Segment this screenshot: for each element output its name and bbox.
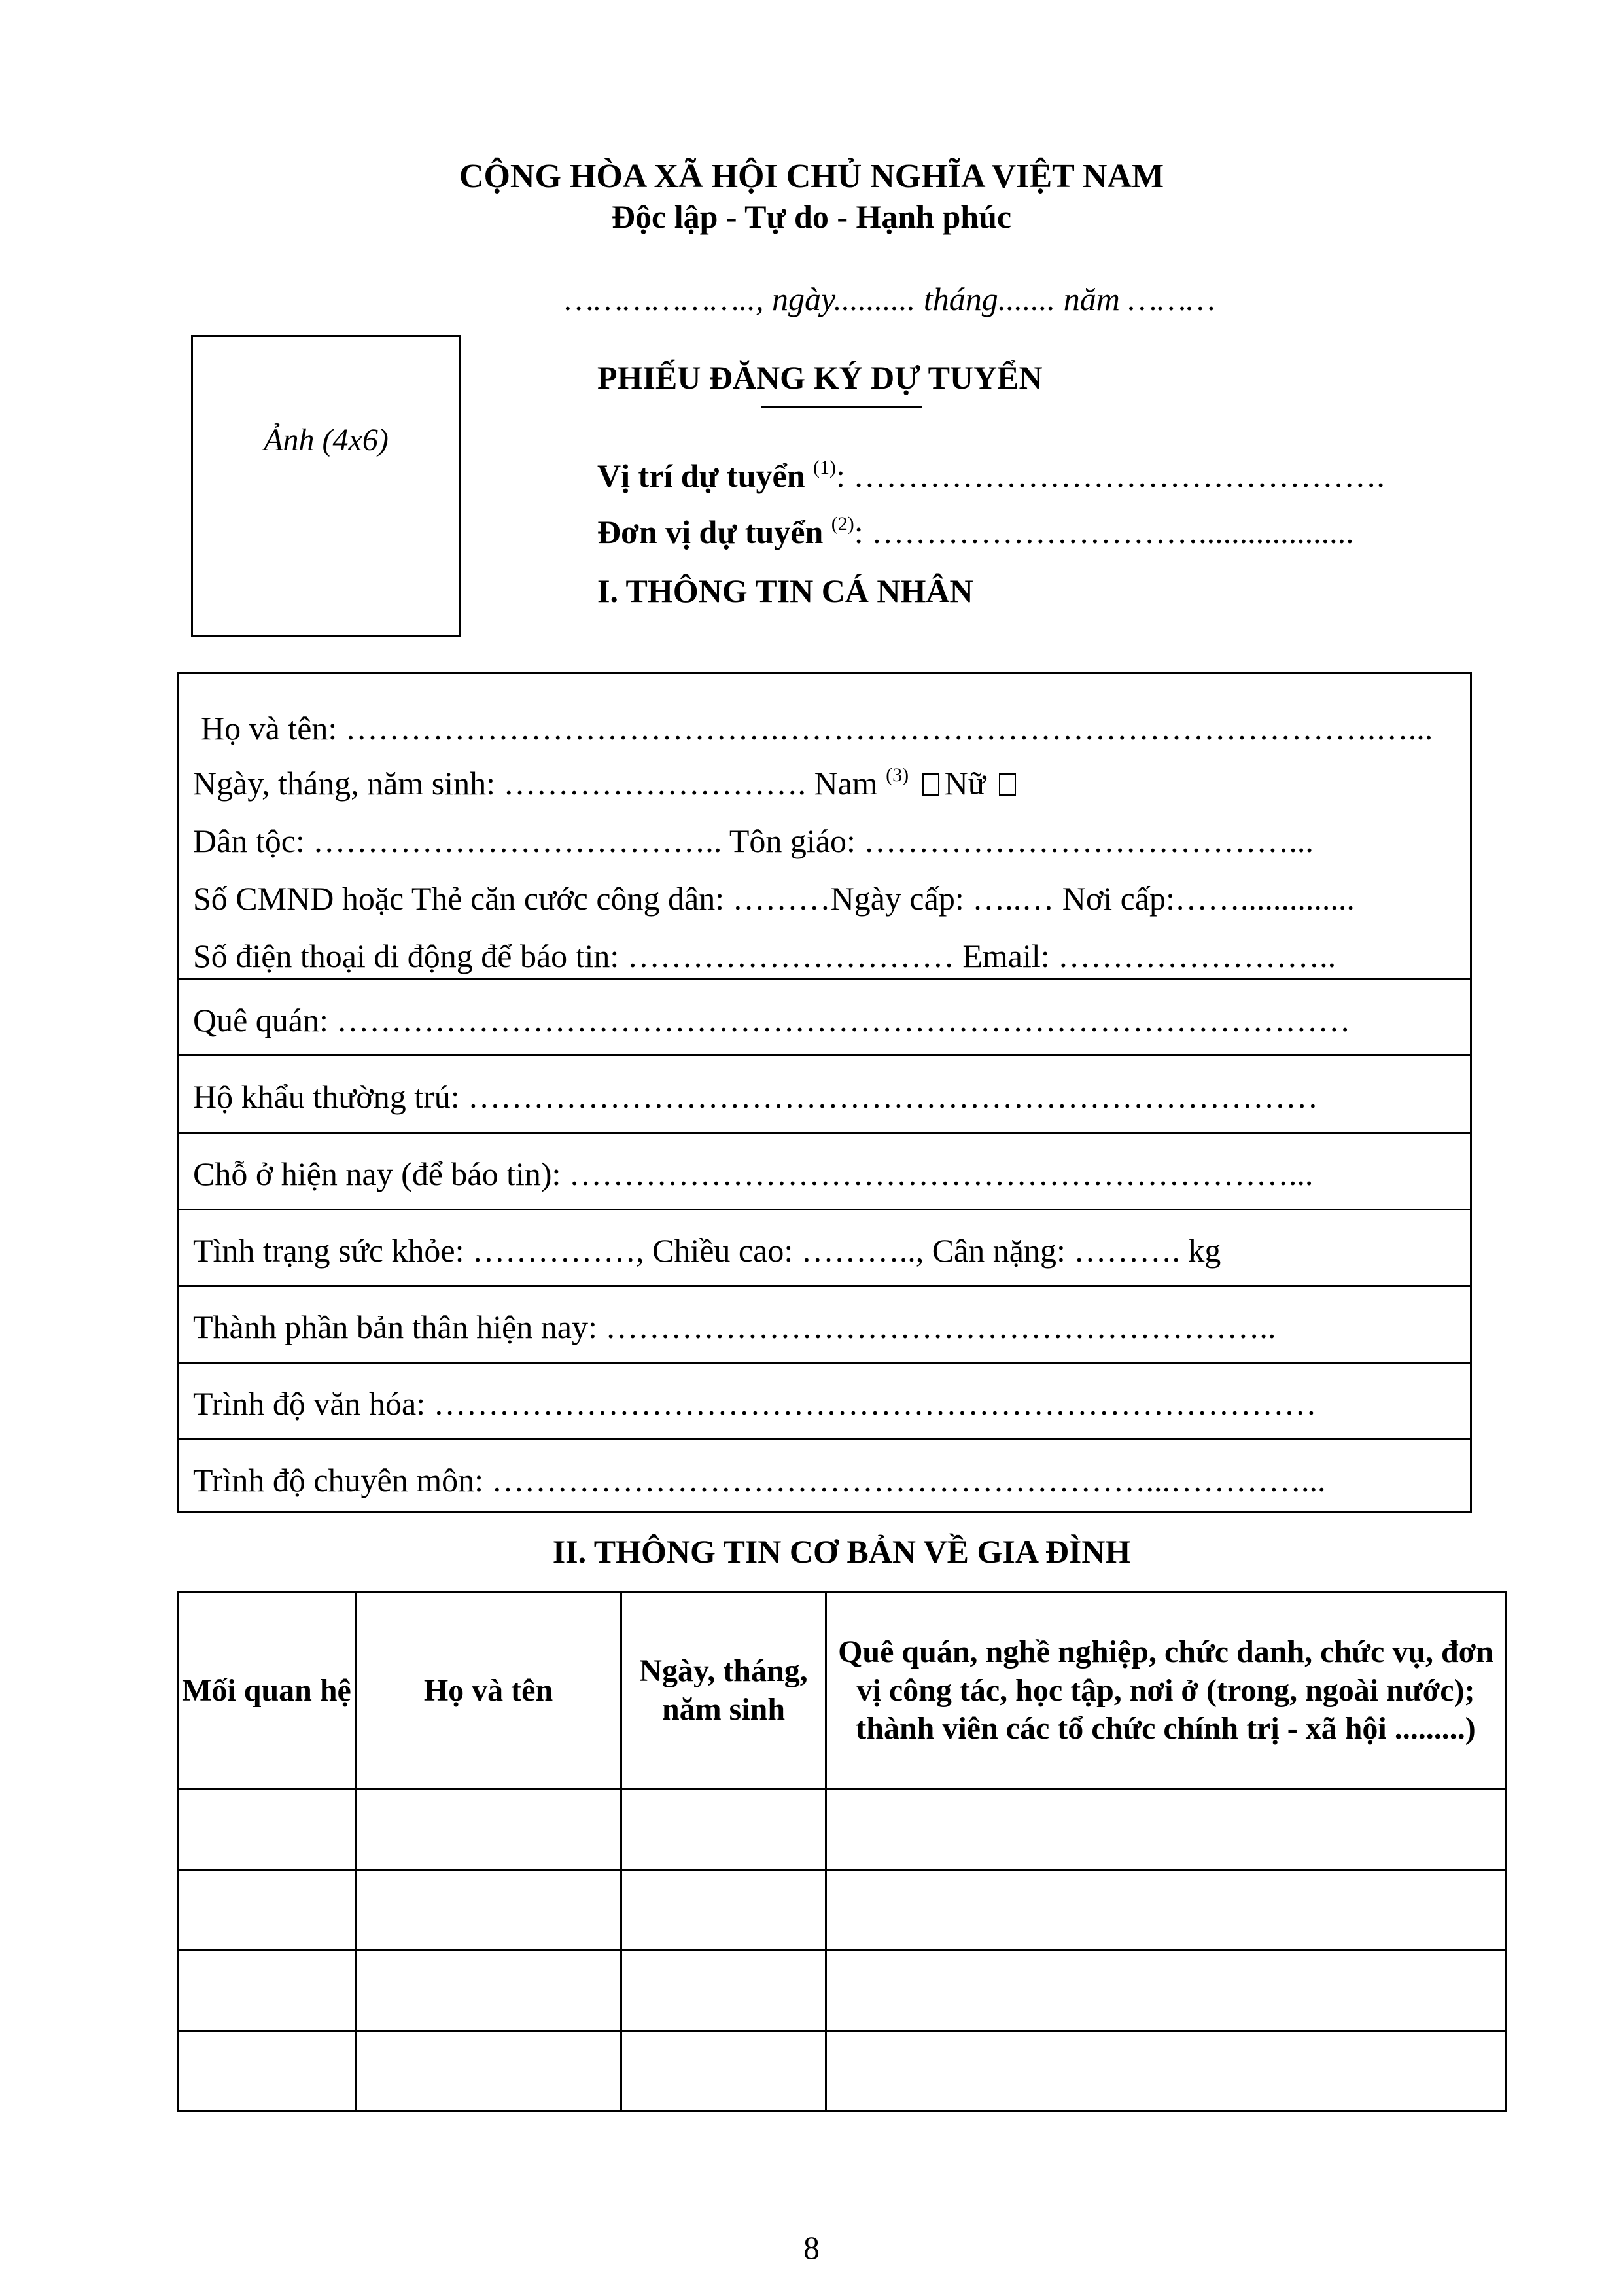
cell-relationship[interactable] [178, 2031, 356, 2111]
personal-info-table [177, 672, 1472, 1513]
date-line: ……………….., ngày.......... tháng....... năm ……… [565, 281, 1215, 317]
family-table [177, 1591, 1507, 2112]
position-label: Vị trí dự tuyển [597, 457, 805, 494]
row-divider [179, 1132, 1470, 1134]
gender-note: (3) [886, 764, 909, 786]
row-divider [179, 1054, 1470, 1056]
female-label: Nữ [944, 765, 986, 802]
family-header-row [178, 1593, 1506, 1790]
specialty-field[interactable]: Trình độ chuyên môn: ……………………………………………………...…………... [193, 1462, 1326, 1498]
phone-email-field[interactable]: Số điện thoại di động để báo tin: ………………………… Email: …………………….. [193, 938, 1336, 974]
cell-details[interactable] [826, 1790, 1506, 1870]
name-field[interactable]: Họ và tên: ………………………………….……………………………………………….…... [201, 710, 1433, 747]
cell-birth-date[interactable] [621, 1951, 826, 2031]
cell-full-name[interactable] [356, 1951, 621, 2031]
position-dots: : …………………………………………. [836, 457, 1385, 494]
position-field[interactable] [597, 457, 1385, 495]
cell-details[interactable] [826, 2031, 1506, 2111]
photo-label: Ảnh (4x6) [264, 423, 389, 457]
cell-relationship[interactable] [178, 1790, 356, 1870]
id-card-field[interactable]: Số CMND hoặc Thẻ căn cước công dân: ………Ngày cấp: …..… Nơi cấp:…….............. [193, 880, 1355, 917]
dob-label: Ngày, tháng, năm sinh: ………………………. Nam [193, 765, 878, 802]
col-full-name: Họ và tên [356, 1593, 621, 1790]
male-checkbox[interactable] [922, 773, 939, 796]
hometown-field[interactable]: Quê quán: ………………………………………………………………………………… [193, 1002, 1351, 1038]
row-divider [179, 1285, 1470, 1287]
health-field[interactable]: Tình trạng sức khỏe: ……………, Chiều cao: ……….., Cân nặng: ………. kg [193, 1232, 1221, 1269]
position-note: (1) [813, 457, 836, 479]
cell-full-name[interactable] [356, 2031, 621, 2111]
row-divider [179, 1362, 1470, 1364]
residence-field[interactable]: Hộ khẩu thường trú: …………………………………………………………………… [193, 1078, 1319, 1115]
cell-full-name[interactable] [356, 1790, 621, 1870]
unit-label: Đơn vị dự tuyển [597, 514, 824, 550]
page-number: 8 [803, 2229, 820, 2266]
family-row [178, 1951, 1506, 2031]
photo-box [191, 335, 461, 637]
cell-details[interactable] [826, 1951, 1506, 2031]
social-class-field[interactable]: Thành phần bản thân hiện nay: …………………………………………………….. [193, 1309, 1276, 1345]
current-address-field[interactable]: Chỗ ở hiện nay (để báo tin): …………………………………………………………... [193, 1156, 1314, 1192]
female-checkbox[interactable] [999, 773, 1016, 796]
cell-birth-date[interactable] [621, 2031, 826, 2111]
cell-relationship[interactable] [178, 1951, 356, 2031]
section2-title: II. THÔNG TIN CƠ BẢN VỀ GIA ĐÌNH [552, 1533, 1131, 1570]
dob-gender-field[interactable] [193, 764, 1021, 802]
nation-title: CỘNG HÒA XÃ HỘI CHỦ NGHĨA VIỆT NAM [459, 158, 1164, 195]
cell-details[interactable] [826, 1870, 1506, 1951]
col-birth-date: Ngày, tháng, năm sinh [621, 1593, 826, 1790]
col-relationship: Mối quan hệ [178, 1593, 356, 1790]
unit-field[interactable] [597, 513, 1354, 551]
row-divider [179, 978, 1470, 980]
cell-relationship[interactable] [178, 1870, 356, 1951]
family-row [178, 1790, 1506, 1870]
cell-birth-date[interactable] [621, 1870, 826, 1951]
education-field[interactable]: Trình độ văn hóa: ……………………………………………………………………… [193, 1385, 1317, 1422]
unit-note: (2) [831, 513, 854, 535]
family-row [178, 2031, 1506, 2111]
motto: Độc lập - Tự do - Hạnh phúc [611, 198, 1012, 235]
unit-dots: : …………………………................... [854, 514, 1354, 550]
form-title: PHIẾU ĐĂNG KÝ DỰ TUYỂN [597, 359, 1043, 396]
family-row [178, 1870, 1506, 1951]
section1-title: I. THÔNG TIN CÁ NHÂN [597, 573, 973, 609]
cell-full-name[interactable] [356, 1870, 621, 1951]
title-underline [761, 406, 922, 408]
ethnic-religion-field[interactable]: Dân tộc: ……………………………….. Tôn giáo: …………………………………... [193, 822, 1314, 859]
cell-birth-date[interactable] [621, 1790, 826, 1870]
row-divider [179, 1438, 1470, 1440]
row-divider [179, 1209, 1470, 1210]
col-details: Quê quán, nghề nghiệp, chức danh, chức vụ, đơn vị công tác, học tập, nơi ở (trong, ngoài nước); thành viên các tổ chức chính trị - xã hội .........) [826, 1593, 1506, 1790]
